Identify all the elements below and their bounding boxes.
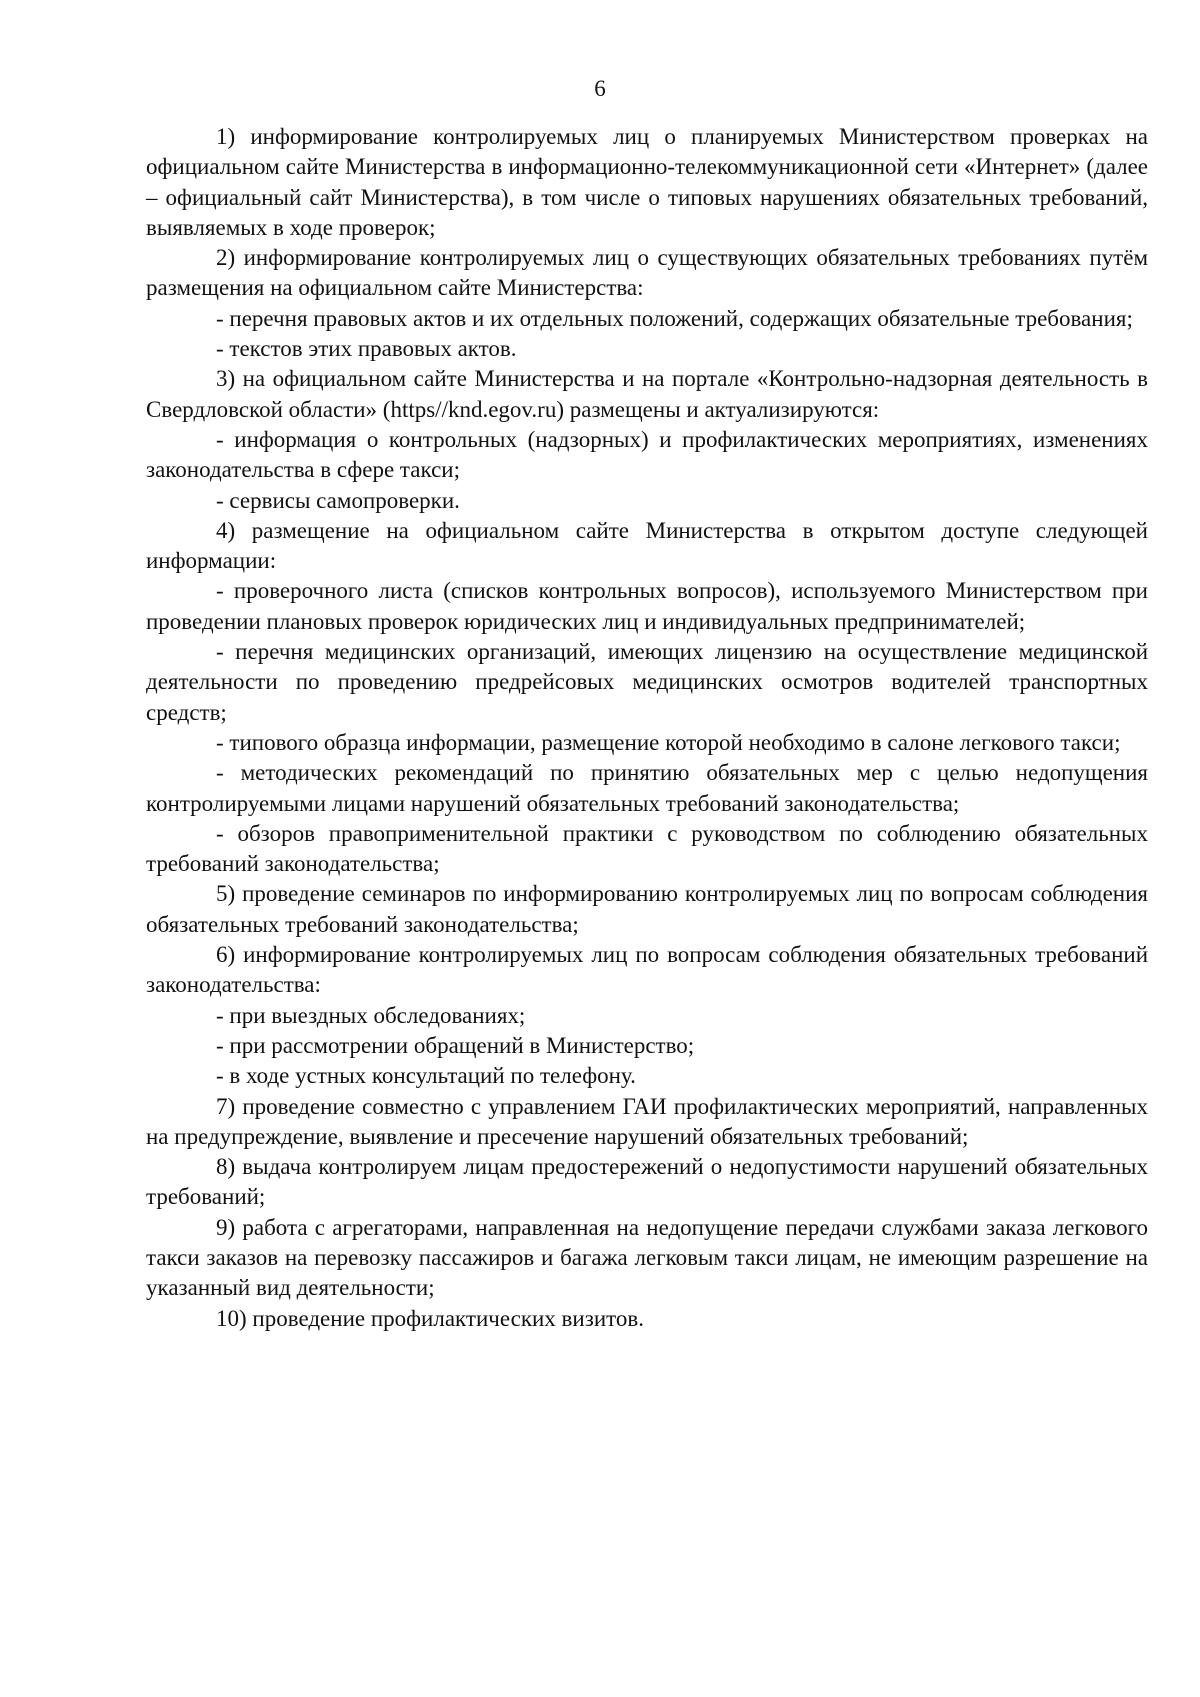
paragraph-sub-item: - информация о контрольных (надзорных) и профилактических мероприятиях, изменениях законодательства в сфере такси;	[146, 426, 1148, 483]
paragraph-sub-item: - сервисы самопроверки.	[216, 487, 460, 513]
paragraph-item-10: 10) проведение профилактических визитов.	[216, 1305, 644, 1331]
paragraph-sub-item: - методических рекомендаций по принятию обязательных мер с целью недопущения контролируемыми лицами нарушений обязательных требований законодательства;	[146, 760, 1148, 816]
paragraph-sub-item: - обзоров правоприменительной практики с руководством по соблюдению обязательных требований законодательства;	[146, 820, 1148, 877]
paragraph-item-7: 7) проведение совместно с управлением ГАИ профилактических мероприятий, направленных на предупреждение, выявление и пресечение нарушений обязательных требований;	[146, 1093, 1148, 1149]
paragraph-sub-item: - типового образца информации, размещение которой необходимо в салоне легкового такси;	[216, 729, 1121, 755]
paragraph-sub-item: - перечня медицинских организаций, имеющих лицензию на осуществление медицинской деятельности по проведению предрейсовых медицинских осмотров водителей транспортных средств;	[146, 639, 1148, 725]
paragraph-sub-item: - в ходе устных консультаций по телефону.	[216, 1063, 636, 1089]
paragraph-item-4: 4) размещение на официальном сайте Министерства в открытом доступе следующей информации:	[146, 517, 1148, 574]
paragraph-item-5: 5) проведение семинаров по информированию контролируемых лиц по вопросам соблюдения обязательных требований законодательства;	[146, 881, 1148, 937]
paragraph-item-9: 9) работа с агрегаторами, направленная на недопущение передачи службами заказа легкового такси заказов на перевозку пассажиров и багажа легковым такси лицам, не имеющим разрешение на указанный вид деятельности;	[146, 1214, 1148, 1301]
paragraph-sub-item: - перечня правовых актов и их отдельных положений, содержащих обязательные требования;	[216, 305, 1133, 331]
paragraph-item-2: 2) информирование контролируемых лиц о существующих обязательных требованиях путём размещения на официальном сайте Министерства:	[146, 245, 1148, 301]
paragraph-sub-item: - при рассмотрении обращений в Министерство;	[216, 1032, 695, 1058]
paragraph-sub-item: - текстов этих правовых актов.	[216, 336, 517, 362]
document-body	[146, 122, 1148, 1334]
paragraph-sub-item: - проверочного листа (списков контрольных вопросов), используемого Министерством при проведении плановых проверок юридических лиц и индивидуальных предпринимателей;	[146, 578, 1148, 634]
paragraph-sub-item: - при выездных обследованиях;	[216, 1002, 526, 1028]
paragraph-item-3: 3) на официальном сайте Министерства и на портале «Контрольно-надзорная деятельность в Свердловской области» (https//knd.egov.ru) размещены и актуализируются:	[146, 366, 1148, 422]
paragraph-item-8: 8) выдача контролируем лицам предостережений о недопустимости нарушений обязательных требований;	[146, 1154, 1148, 1210]
paragraph-item-6: 6) информирование контролируемых лиц по вопросам соблюдения обязательных требований законодательства:	[146, 942, 1148, 998]
page-number: 6	[594, 76, 606, 101]
paragraph-item-1: 1) информирование контролируемых лиц о планируемых Министерством проверках на официальном сайте Министерства в информационно-телекоммуникационной сети «Интернет» (далее – официальный сайт Министерства), в том числе о типовых нарушениях обязательных требований, выявляемых в ходе проверок;	[146, 124, 1148, 240]
